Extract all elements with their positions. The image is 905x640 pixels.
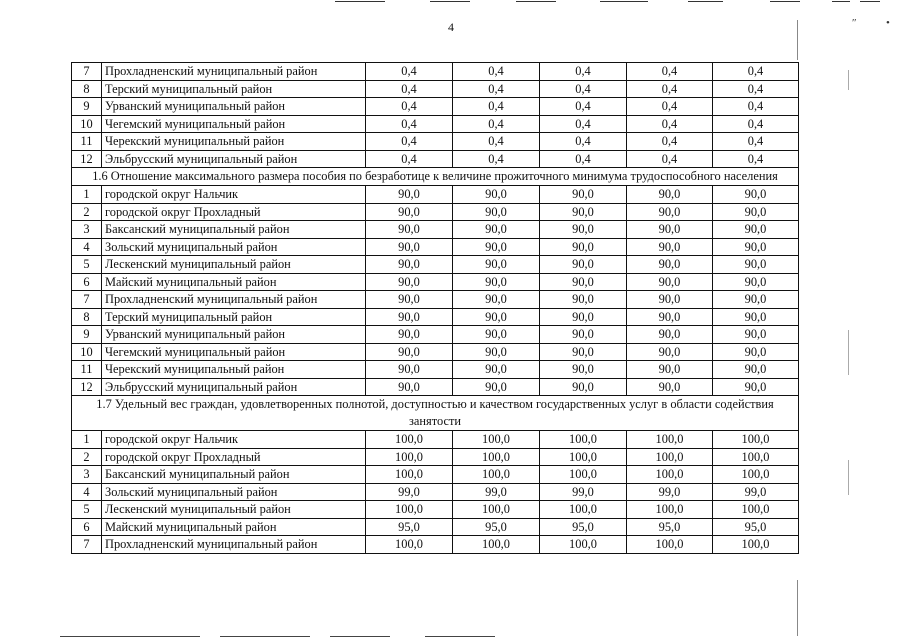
- row-number-cell: 5: [72, 501, 102, 519]
- table-row: [72, 518, 799, 536]
- municipality-name-cell: Баксанский муниципальный район: [102, 221, 366, 239]
- value-cell: 90,0: [453, 256, 540, 274]
- value-cell: 90,0: [540, 291, 627, 309]
- value-cell: 100,0: [540, 536, 627, 554]
- value-cell: 90,0: [366, 256, 453, 274]
- value-cell: 90,0: [713, 238, 799, 256]
- scan-edge-line: [797, 20, 798, 60]
- row-number-cell: 3: [72, 221, 102, 239]
- scan-edge-line: [848, 460, 849, 495]
- value-cell: 0,4: [627, 115, 713, 133]
- table-row: [72, 361, 799, 379]
- value-cell: 100,0: [453, 536, 540, 554]
- value-cell: 90,0: [540, 186, 627, 204]
- row-number-cell: 11: [72, 133, 102, 151]
- value-cell: 95,0: [713, 518, 799, 536]
- scan-mark-top: [335, 1, 385, 2]
- value-cell: 0,4: [713, 115, 799, 133]
- value-cell: 100,0: [713, 431, 799, 449]
- municipality-name-cell: Майский муниципальный район: [102, 273, 366, 291]
- value-cell: 100,0: [453, 448, 540, 466]
- value-cell: 0,4: [366, 115, 453, 133]
- value-cell: 90,0: [540, 326, 627, 344]
- value-cell: 90,0: [453, 273, 540, 291]
- value-cell: 99,0: [713, 483, 799, 501]
- value-cell: 0,4: [453, 98, 540, 116]
- table-row: [72, 256, 799, 274]
- scan-mark-top: [430, 1, 470, 2]
- row-number-cell: 3: [72, 466, 102, 484]
- row-number-cell: 2: [72, 203, 102, 221]
- row-number-cell: 11: [72, 361, 102, 379]
- value-cell: 90,0: [366, 238, 453, 256]
- value-cell: 100,0: [627, 431, 713, 449]
- value-cell: 90,0: [627, 238, 713, 256]
- value-cell: 90,0: [540, 308, 627, 326]
- table-row: [72, 466, 799, 484]
- value-cell: 90,0: [453, 238, 540, 256]
- row-number-cell: 1: [72, 186, 102, 204]
- value-cell: 90,0: [366, 203, 453, 221]
- value-cell: 100,0: [453, 501, 540, 519]
- row-number-cell: 10: [72, 115, 102, 133]
- value-cell: 0,4: [713, 133, 799, 151]
- value-cell: 100,0: [713, 501, 799, 519]
- scan-mark-bottom: [60, 636, 200, 637]
- table-row: [72, 378, 799, 396]
- value-cell: 100,0: [453, 466, 540, 484]
- value-cell: 100,0: [540, 466, 627, 484]
- municipality-name-cell: Лескенский муниципальный район: [102, 256, 366, 274]
- value-cell: 95,0: [453, 518, 540, 536]
- value-cell: 99,0: [453, 483, 540, 501]
- value-cell: 90,0: [366, 221, 453, 239]
- value-cell: 90,0: [366, 273, 453, 291]
- value-cell: 0,4: [453, 80, 540, 98]
- value-cell: 90,0: [453, 291, 540, 309]
- row-number-cell: 5: [72, 256, 102, 274]
- value-cell: 90,0: [627, 203, 713, 221]
- value-cell: 100,0: [540, 448, 627, 466]
- value-cell: 0,4: [366, 150, 453, 168]
- value-cell: 0,4: [713, 80, 799, 98]
- value-cell: 100,0: [366, 431, 453, 449]
- value-cell: 90,0: [627, 326, 713, 344]
- value-cell: 0,4: [366, 63, 453, 81]
- table-row: [72, 150, 799, 168]
- municipality-name-cell: городской округ Нальчик: [102, 431, 366, 449]
- municipality-name-cell: Черекский муниципальный район: [102, 133, 366, 151]
- section-header-row: [72, 168, 799, 186]
- row-number-cell: 8: [72, 308, 102, 326]
- table-row: [72, 133, 799, 151]
- municipality-name-cell: городской округ Нальчик: [102, 186, 366, 204]
- municipality-name-cell: Терский муниципальный район: [102, 80, 366, 98]
- table-row: [72, 448, 799, 466]
- table-row: [72, 308, 799, 326]
- scan-mark-top: [600, 1, 648, 2]
- municipality-name-cell: Эльбрусский муниципальный район: [102, 150, 366, 168]
- value-cell: 90,0: [540, 273, 627, 291]
- municipality-name-cell: Урванский муниципальный район: [102, 326, 366, 344]
- value-cell: 0,4: [627, 63, 713, 81]
- value-cell: 0,4: [540, 98, 627, 116]
- table-row: [72, 221, 799, 239]
- row-number-cell: 7: [72, 63, 102, 81]
- table-row: [72, 431, 799, 449]
- row-number-cell: 4: [72, 238, 102, 256]
- table-row: [72, 536, 799, 554]
- value-cell: 90,0: [627, 291, 713, 309]
- value-cell: 0,4: [540, 133, 627, 151]
- table-row: [72, 501, 799, 519]
- value-cell: 95,0: [627, 518, 713, 536]
- value-cell: 0,4: [627, 80, 713, 98]
- value-cell: 100,0: [540, 431, 627, 449]
- value-cell: 90,0: [627, 186, 713, 204]
- municipality-name-cell: Прохладненский муниципальный район: [102, 291, 366, 309]
- municipality-name-cell: Чегемский муниципальный район: [102, 115, 366, 133]
- value-cell: 90,0: [627, 256, 713, 274]
- value-cell: 90,0: [627, 378, 713, 396]
- value-cell: 0,4: [540, 150, 627, 168]
- value-cell: 0,4: [453, 133, 540, 151]
- row-number-cell: 12: [72, 378, 102, 396]
- value-cell: 100,0: [713, 536, 799, 554]
- value-cell: 90,0: [366, 361, 453, 379]
- table-row: [72, 343, 799, 361]
- indicator-table: [71, 62, 799, 554]
- value-cell: 90,0: [540, 203, 627, 221]
- corner-glyph-left: ʺ: [852, 17, 857, 29]
- scan-edge-line: [848, 70, 849, 90]
- value-cell: 100,0: [713, 448, 799, 466]
- value-cell: 90,0: [366, 378, 453, 396]
- value-cell: 90,0: [453, 308, 540, 326]
- value-cell: 100,0: [627, 501, 713, 519]
- table-body: [72, 63, 799, 554]
- section-title: 1.7 Удельный вес граждан, удовлетворенных полнотой, доступностью и качеством государственных услуг в области содействия занятости: [72, 396, 799, 431]
- municipality-name-cell: Прохладненский муниципальный район: [102, 63, 366, 81]
- value-cell: 100,0: [366, 501, 453, 519]
- scan-edge-line: [848, 330, 849, 375]
- value-cell: 90,0: [453, 378, 540, 396]
- municipality-name-cell: городской округ Прохладный: [102, 448, 366, 466]
- value-cell: 90,0: [627, 273, 713, 291]
- municipality-name-cell: Прохладненский муниципальный район: [102, 536, 366, 554]
- section-header-row: [72, 396, 799, 431]
- value-cell: 90,0: [366, 308, 453, 326]
- scan-mark-bottom: [330, 636, 390, 637]
- value-cell: 100,0: [453, 431, 540, 449]
- value-cell: 90,0: [453, 361, 540, 379]
- value-cell: 90,0: [540, 221, 627, 239]
- value-cell: 90,0: [713, 326, 799, 344]
- value-cell: 95,0: [366, 518, 453, 536]
- value-cell: 90,0: [366, 186, 453, 204]
- value-cell: 90,0: [540, 343, 627, 361]
- value-cell: 90,0: [453, 343, 540, 361]
- table-row: [72, 273, 799, 291]
- value-cell: 90,0: [453, 203, 540, 221]
- value-cell: 90,0: [713, 203, 799, 221]
- value-cell: 99,0: [540, 483, 627, 501]
- municipality-name-cell: Майский муниципальный район: [102, 518, 366, 536]
- section-title: 1.6 Отношение максимального размера пособия по безработице к величине прожиточного минимума трудоспособного населения: [72, 168, 799, 186]
- value-cell: 90,0: [627, 308, 713, 326]
- municipality-name-cell: Зольский муниципальный район: [102, 483, 366, 501]
- municipality-name-cell: Баксанский муниципальный район: [102, 466, 366, 484]
- value-cell: 100,0: [627, 448, 713, 466]
- row-number-cell: 6: [72, 518, 102, 536]
- row-number-cell: 9: [72, 326, 102, 344]
- value-cell: 90,0: [540, 238, 627, 256]
- row-number-cell: 4: [72, 483, 102, 501]
- scan-mark-top: [770, 1, 800, 2]
- value-cell: 100,0: [627, 466, 713, 484]
- value-cell: 0,4: [366, 98, 453, 116]
- scan-mark-bottom: [425, 636, 495, 637]
- value-cell: 90,0: [366, 291, 453, 309]
- row-number-cell: 7: [72, 291, 102, 309]
- table-row: [72, 291, 799, 309]
- scan-mark-top: [688, 1, 723, 2]
- table-row: [72, 98, 799, 116]
- value-cell: 100,0: [540, 501, 627, 519]
- value-cell: 100,0: [366, 536, 453, 554]
- value-cell: 0,4: [453, 63, 540, 81]
- row-number-cell: 9: [72, 98, 102, 116]
- row-number-cell: 6: [72, 273, 102, 291]
- value-cell: 0,4: [627, 98, 713, 116]
- corner-glyph-right: •: [886, 17, 890, 29]
- municipality-name-cell: городской округ Прохладный: [102, 203, 366, 221]
- scan-mark-bottom: [220, 636, 310, 637]
- value-cell: 0,4: [453, 150, 540, 168]
- value-cell: 0,4: [713, 98, 799, 116]
- value-cell: 90,0: [713, 221, 799, 239]
- value-cell: 0,4: [540, 80, 627, 98]
- value-cell: 0,4: [627, 133, 713, 151]
- municipality-name-cell: Урванский муниципальный район: [102, 98, 366, 116]
- value-cell: 0,4: [627, 150, 713, 168]
- value-cell: 90,0: [627, 343, 713, 361]
- table-row: [72, 238, 799, 256]
- value-cell: 90,0: [540, 361, 627, 379]
- value-cell: 90,0: [713, 343, 799, 361]
- value-cell: 100,0: [713, 466, 799, 484]
- table-row: [72, 483, 799, 501]
- table-row: [72, 203, 799, 221]
- row-number-cell: 7: [72, 536, 102, 554]
- value-cell: 90,0: [366, 326, 453, 344]
- value-cell: 100,0: [627, 536, 713, 554]
- value-cell: 90,0: [713, 256, 799, 274]
- municipality-name-cell: Чегемский муниципальный район: [102, 343, 366, 361]
- value-cell: 0,4: [540, 63, 627, 81]
- value-cell: 0,4: [540, 115, 627, 133]
- value-cell: 99,0: [366, 483, 453, 501]
- value-cell: 90,0: [713, 273, 799, 291]
- value-cell: 0,4: [453, 115, 540, 133]
- municipality-name-cell: Эльбрусский муниципальный район: [102, 378, 366, 396]
- table-row: [72, 63, 799, 81]
- row-number-cell: 10: [72, 343, 102, 361]
- table-row: [72, 115, 799, 133]
- scan-edge-line: [797, 580, 798, 636]
- value-cell: 90,0: [366, 343, 453, 361]
- municipality-name-cell: Лескенский муниципальный район: [102, 501, 366, 519]
- municipality-name-cell: Терский муниципальный район: [102, 308, 366, 326]
- value-cell: 90,0: [713, 186, 799, 204]
- value-cell: 0,4: [366, 80, 453, 98]
- value-cell: 90,0: [540, 378, 627, 396]
- table-row: [72, 186, 799, 204]
- row-number-cell: 8: [72, 80, 102, 98]
- scan-mark-top: [832, 1, 850, 2]
- row-number-cell: 1: [72, 431, 102, 449]
- scan-mark-top: [516, 1, 556, 2]
- value-cell: 90,0: [453, 186, 540, 204]
- value-cell: 0,4: [713, 150, 799, 168]
- municipality-name-cell: Черекский муниципальный район: [102, 361, 366, 379]
- municipality-name-cell: Зольский муниципальный район: [102, 238, 366, 256]
- value-cell: 95,0: [540, 518, 627, 536]
- value-cell: 90,0: [713, 291, 799, 309]
- table-row: [72, 326, 799, 344]
- table-row: [72, 80, 799, 98]
- value-cell: 90,0: [540, 256, 627, 274]
- value-cell: 90,0: [627, 361, 713, 379]
- value-cell: 0,4: [713, 63, 799, 81]
- value-cell: 90,0: [713, 308, 799, 326]
- value-cell: 100,0: [366, 448, 453, 466]
- value-cell: 90,0: [453, 326, 540, 344]
- value-cell: 0,4: [366, 133, 453, 151]
- value-cell: 100,0: [366, 466, 453, 484]
- scan-mark-top: [860, 1, 880, 2]
- row-number-cell: 2: [72, 448, 102, 466]
- value-cell: 90,0: [627, 221, 713, 239]
- value-cell: 90,0: [453, 221, 540, 239]
- row-number-cell: 12: [72, 150, 102, 168]
- value-cell: 90,0: [713, 361, 799, 379]
- value-cell: 99,0: [627, 483, 713, 501]
- page-number: 4: [448, 20, 454, 34]
- value-cell: 90,0: [713, 378, 799, 396]
